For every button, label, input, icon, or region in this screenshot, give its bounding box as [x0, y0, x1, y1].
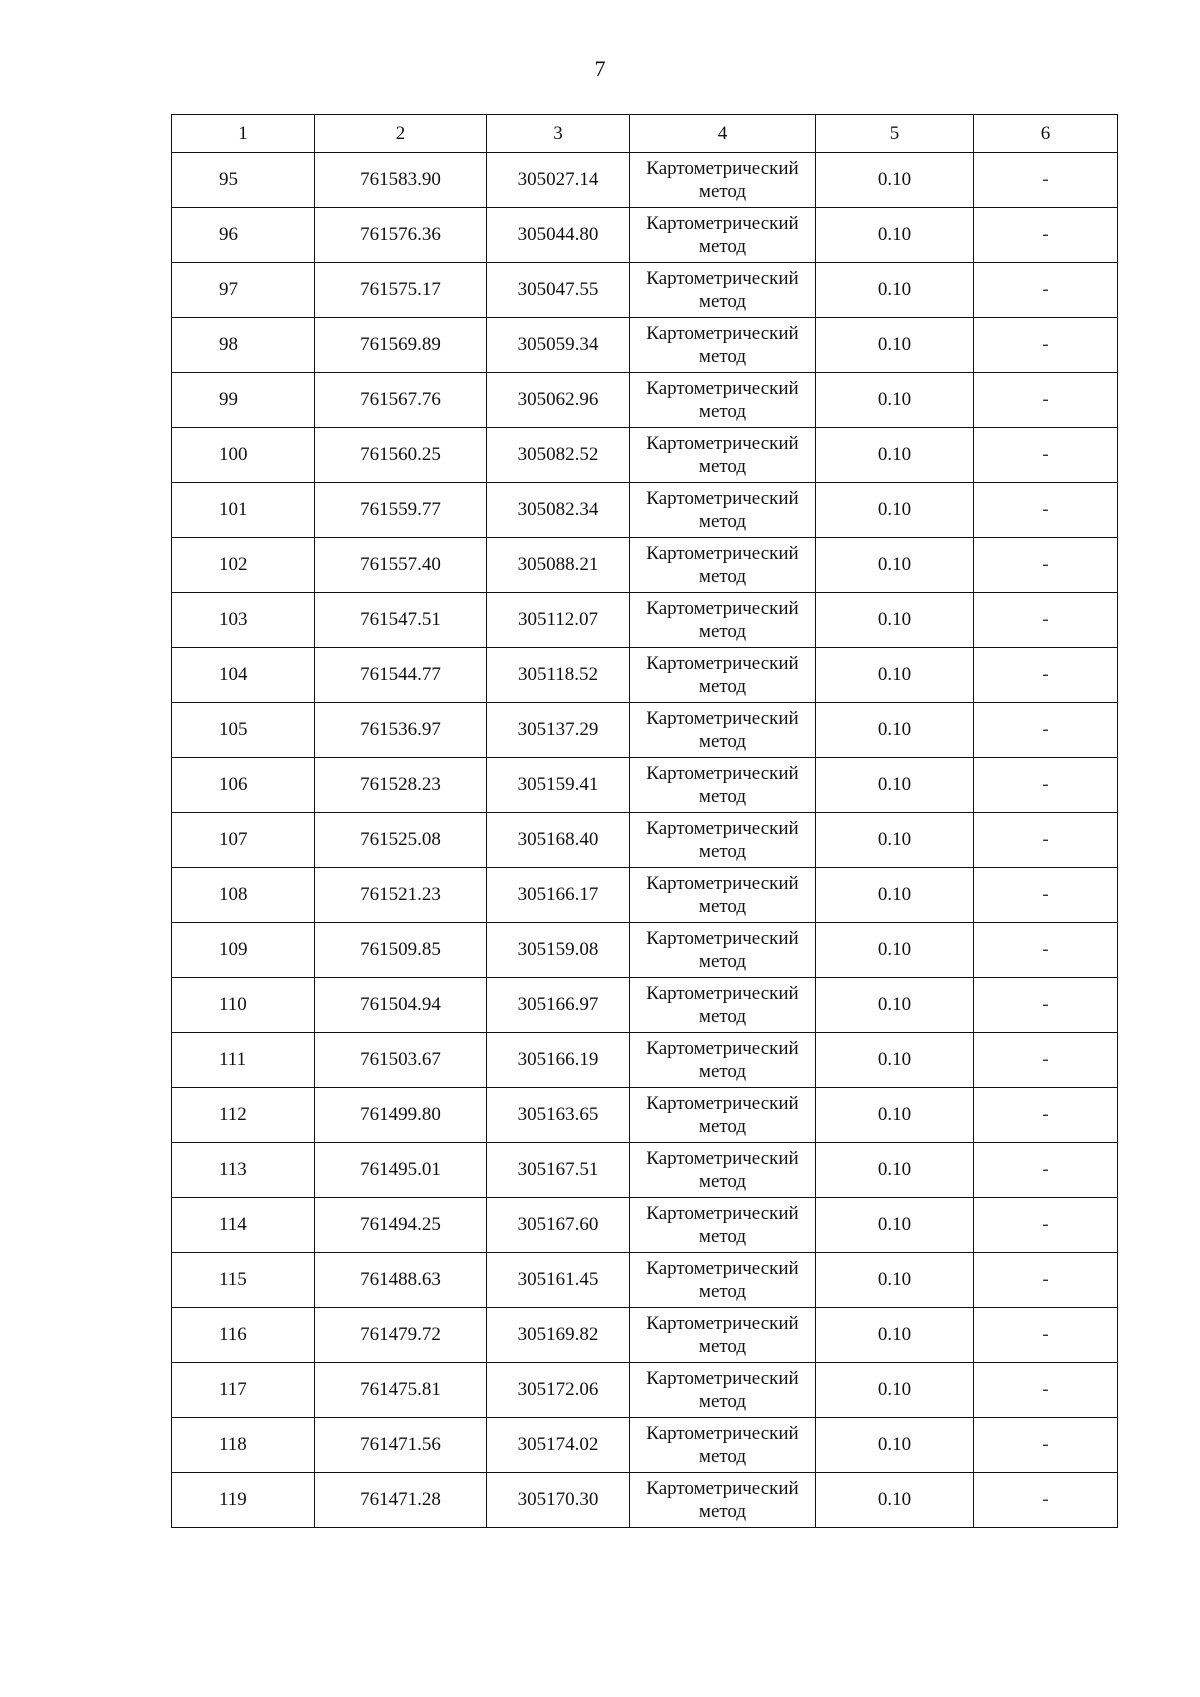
point-number-cell: 106 [172, 758, 315, 813]
y-coordinate-cell: 305137.29 [487, 703, 630, 758]
note-cell: - [974, 648, 1118, 703]
y-coordinate-cell: 305159.41 [487, 758, 630, 813]
method-cell [630, 923, 816, 978]
y-coordinate-cell: 305163.65 [487, 1088, 630, 1143]
method-cell [630, 1143, 816, 1198]
note-cell: - [974, 758, 1118, 813]
table-row [172, 978, 1118, 1033]
table-row [172, 758, 1118, 813]
y-coordinate-cell: 305172.06 [487, 1363, 630, 1418]
table-row [172, 1363, 1118, 1418]
point-number-cell: 110 [172, 978, 315, 1033]
accuracy-cell: 0.10 [816, 813, 974, 868]
accuracy-cell: 0.10 [816, 483, 974, 538]
method-cell [630, 868, 816, 923]
x-coordinate-cell: 761471.28 [315, 1473, 487, 1528]
x-coordinate-cell: 761560.25 [315, 428, 487, 483]
accuracy-cell: 0.10 [816, 1143, 974, 1198]
method-cell [630, 483, 816, 538]
accuracy-cell: 0.10 [816, 648, 974, 703]
x-coordinate-cell: 761471.56 [315, 1418, 487, 1473]
method-cell [630, 1253, 816, 1308]
table-row [172, 923, 1118, 978]
point-number-cell: 101 [172, 483, 315, 538]
method-line-2: метод [698, 1446, 747, 1467]
header-cell-3: 3 [487, 115, 630, 153]
x-coordinate-cell: 761557.40 [315, 538, 487, 593]
coordinates-table [171, 114, 1118, 1528]
note-cell: - [974, 538, 1118, 593]
accuracy-cell: 0.10 [816, 1308, 974, 1363]
method-line-2: метод [698, 1226, 747, 1247]
accuracy-cell: 0.10 [816, 263, 974, 318]
y-coordinate-cell: 305059.34 [487, 318, 630, 373]
table-row [172, 648, 1118, 703]
method-cell [630, 1198, 816, 1253]
accuracy-cell: 0.10 [816, 1253, 974, 1308]
y-coordinate-cell: 305027.14 [487, 153, 630, 208]
accuracy-cell: 0.10 [816, 318, 974, 373]
point-number-cell: 114 [172, 1198, 315, 1253]
x-coordinate-cell: 761547.51 [315, 593, 487, 648]
table-row [172, 318, 1118, 373]
method-line-1: Картометрический [646, 1093, 799, 1114]
method-cell [630, 593, 816, 648]
table-body [172, 153, 1118, 1528]
method-line-1: Картометрический [646, 1038, 799, 1059]
point-number-cell: 113 [172, 1143, 315, 1198]
x-coordinate-cell: 761569.89 [315, 318, 487, 373]
method-line-2: метод [698, 236, 747, 257]
point-number-cell: 119 [172, 1473, 315, 1528]
method-cell [630, 538, 816, 593]
accuracy-cell: 0.10 [816, 428, 974, 483]
method-cell [630, 1033, 816, 1088]
method-line-2: метод [698, 621, 747, 642]
accuracy-cell: 0.10 [816, 1473, 974, 1528]
method-line-2: метод [698, 676, 747, 697]
point-number-cell: 104 [172, 648, 315, 703]
accuracy-cell: 0.10 [816, 868, 974, 923]
point-number-cell: 111 [172, 1033, 315, 1088]
table-row [172, 208, 1118, 263]
x-coordinate-cell: 761559.77 [315, 483, 487, 538]
y-coordinate-cell: 305166.19 [487, 1033, 630, 1088]
accuracy-cell: 0.10 [816, 1198, 974, 1253]
table-row [172, 703, 1118, 758]
method-cell [630, 318, 816, 373]
note-cell: - [974, 593, 1118, 648]
method-line-2: метод [698, 731, 747, 752]
table-row [172, 1473, 1118, 1528]
accuracy-cell: 0.10 [816, 208, 974, 263]
method-cell [630, 758, 816, 813]
note-cell: - [974, 978, 1118, 1033]
y-coordinate-cell: 305082.52 [487, 428, 630, 483]
note-cell: - [974, 263, 1118, 318]
point-number-cell: 105 [172, 703, 315, 758]
method-cell [630, 373, 816, 428]
header-cell-6: 6 [974, 115, 1118, 153]
y-coordinate-cell: 305062.96 [487, 373, 630, 428]
table-row [172, 483, 1118, 538]
point-number-cell: 115 [172, 1253, 315, 1308]
accuracy-cell: 0.10 [816, 1363, 974, 1418]
point-number-cell: 97 [172, 263, 315, 318]
method-line-2: метод [698, 456, 747, 477]
method-line-1: Картометрический [646, 873, 799, 894]
note-cell: - [974, 1418, 1118, 1473]
header-row [172, 115, 1118, 153]
note-cell: - [974, 1143, 1118, 1198]
accuracy-cell: 0.10 [816, 593, 974, 648]
method-line-2: метод [698, 951, 747, 972]
point-number-cell: 117 [172, 1363, 315, 1418]
method-line-1: Картометрический [646, 598, 799, 619]
method-line-1: Картометрический [646, 1203, 799, 1224]
x-coordinate-cell: 761503.67 [315, 1033, 487, 1088]
y-coordinate-cell: 305169.82 [487, 1308, 630, 1363]
x-coordinate-cell: 761494.25 [315, 1198, 487, 1253]
method-cell [630, 978, 816, 1033]
table-row [172, 1253, 1118, 1308]
method-cell [630, 263, 816, 318]
accuracy-cell: 0.10 [816, 538, 974, 593]
method-cell [630, 1308, 816, 1363]
method-line-1: Картометрический [646, 323, 799, 344]
method-cell [630, 1363, 816, 1418]
x-coordinate-cell: 761495.01 [315, 1143, 487, 1198]
x-coordinate-cell: 761499.80 [315, 1088, 487, 1143]
table-row [172, 1308, 1118, 1363]
header-cell-1: 1 [172, 115, 315, 153]
point-number-cell: 99 [172, 373, 315, 428]
method-cell [630, 428, 816, 483]
accuracy-cell: 0.10 [816, 1088, 974, 1143]
x-coordinate-cell: 761567.76 [315, 373, 487, 428]
table-row [172, 868, 1118, 923]
accuracy-cell: 0.10 [816, 1418, 974, 1473]
note-cell: - [974, 483, 1118, 538]
note-cell: - [974, 1473, 1118, 1528]
x-coordinate-cell: 761525.08 [315, 813, 487, 868]
table-row [172, 1198, 1118, 1253]
method-line-1: Картометрический [646, 708, 799, 729]
table-row [172, 373, 1118, 428]
method-line-1: Картометрический [646, 1478, 799, 1499]
accuracy-cell: 0.10 [816, 703, 974, 758]
note-cell: - [974, 1363, 1118, 1418]
header-cell-5: 5 [816, 115, 974, 153]
method-line-2: метод [698, 1336, 747, 1357]
point-number-cell: 112 [172, 1088, 315, 1143]
y-coordinate-cell: 305168.40 [487, 813, 630, 868]
method-line-1: Картометрический [646, 1313, 799, 1334]
method-line-2: метод [698, 1171, 747, 1192]
method-line-1: Картометрический [646, 1148, 799, 1169]
note-cell: - [974, 868, 1118, 923]
note-cell: - [974, 373, 1118, 428]
y-coordinate-cell: 305161.45 [487, 1253, 630, 1308]
method-line-2: метод [698, 401, 747, 422]
note-cell: - [974, 1198, 1118, 1253]
method-line-2: метод [698, 1006, 747, 1027]
note-cell: - [974, 1033, 1118, 1088]
accuracy-cell: 0.10 [816, 978, 974, 1033]
method-line-1: Картометрический [646, 1423, 799, 1444]
accuracy-cell: 0.10 [816, 1033, 974, 1088]
x-coordinate-cell: 761488.63 [315, 1253, 487, 1308]
method-line-2: метод [698, 841, 747, 862]
method-line-1: Картометрический [646, 433, 799, 454]
table-row [172, 428, 1118, 483]
table-row [172, 1033, 1118, 1088]
method-line-1: Картометрический [646, 488, 799, 509]
method-line-1: Картометрический [646, 1368, 799, 1389]
note-cell: - [974, 428, 1118, 483]
point-number-cell: 98 [172, 318, 315, 373]
y-coordinate-cell: 305166.17 [487, 868, 630, 923]
method-line-1: Картометрический [646, 928, 799, 949]
point-number-cell: 116 [172, 1308, 315, 1363]
note-cell: - [974, 318, 1118, 373]
note-cell: - [974, 923, 1118, 978]
y-coordinate-cell: 305082.34 [487, 483, 630, 538]
method-line-2: метод [698, 786, 747, 807]
point-number-cell: 102 [172, 538, 315, 593]
method-line-1: Картометрический [646, 268, 799, 289]
page-number: 7 [594, 56, 606, 81]
x-coordinate-cell: 761509.85 [315, 923, 487, 978]
accuracy-cell: 0.10 [816, 758, 974, 813]
method-cell [630, 703, 816, 758]
x-coordinate-cell: 761504.94 [315, 978, 487, 1033]
x-coordinate-cell: 761521.23 [315, 868, 487, 923]
y-coordinate-cell: 305167.51 [487, 1143, 630, 1198]
method-line-1: Картометрический [646, 653, 799, 674]
y-coordinate-cell: 305166.97 [487, 978, 630, 1033]
note-cell: - [974, 813, 1118, 868]
x-coordinate-cell: 761528.23 [315, 758, 487, 813]
note-cell: - [974, 208, 1118, 263]
method-cell [630, 1473, 816, 1528]
y-coordinate-cell: 305159.08 [487, 923, 630, 978]
method-line-2: метод [698, 291, 747, 312]
method-line-2: метод [698, 511, 747, 532]
note-cell: - [974, 703, 1118, 758]
x-coordinate-cell: 761544.77 [315, 648, 487, 703]
note-cell: - [974, 1308, 1118, 1363]
method-line-1: Картометрический [646, 543, 799, 564]
table-row [172, 1088, 1118, 1143]
point-number-cell: 96 [172, 208, 315, 263]
point-number-cell: 95 [172, 153, 315, 208]
header-cell-4: 4 [630, 115, 816, 153]
x-coordinate-cell: 761575.17 [315, 263, 487, 318]
method-cell [630, 648, 816, 703]
method-line-2: метод [698, 346, 747, 367]
table-row [172, 813, 1118, 868]
method-line-2: метод [698, 566, 747, 587]
method-line-1: Картометрический [646, 158, 799, 179]
y-coordinate-cell: 305170.30 [487, 1473, 630, 1528]
table-row [172, 153, 1118, 208]
accuracy-cell: 0.10 [816, 923, 974, 978]
method-cell [630, 813, 816, 868]
x-coordinate-cell: 761479.72 [315, 1308, 487, 1363]
note-cell: - [974, 1253, 1118, 1308]
table-row [172, 1143, 1118, 1198]
point-number-cell: 109 [172, 923, 315, 978]
table-row [172, 593, 1118, 648]
table-row [172, 1418, 1118, 1473]
y-coordinate-cell: 305167.60 [487, 1198, 630, 1253]
method-line-2: метод [698, 1281, 747, 1302]
table-header [172, 115, 1118, 153]
method-line-1: Картометрический [646, 983, 799, 1004]
method-line-1: Картометрический [646, 1258, 799, 1279]
note-cell: - [974, 153, 1118, 208]
header-cell-2: 2 [315, 115, 487, 153]
method-line-2: метод [698, 896, 747, 917]
method-line-2: метод [698, 1116, 747, 1137]
method-line-2: метод [698, 1391, 747, 1412]
method-line-2: метод [698, 1061, 747, 1082]
y-coordinate-cell: 305174.02 [487, 1418, 630, 1473]
method-line-1: Картометрический [646, 378, 799, 399]
method-line-2: метод [698, 181, 747, 202]
x-coordinate-cell: 761536.97 [315, 703, 487, 758]
method-cell [630, 1418, 816, 1473]
method-line-2: метод [698, 1501, 747, 1522]
method-line-1: Картометрический [646, 213, 799, 234]
method-line-1: Картометрический [646, 763, 799, 784]
x-coordinate-cell: 761475.81 [315, 1363, 487, 1418]
accuracy-cell: 0.10 [816, 373, 974, 428]
method-cell [630, 153, 816, 208]
x-coordinate-cell: 761576.36 [315, 208, 487, 263]
y-coordinate-cell: 305044.80 [487, 208, 630, 263]
point-number-cell: 108 [172, 868, 315, 923]
point-number-cell: 103 [172, 593, 315, 648]
point-number-cell: 100 [172, 428, 315, 483]
method-cell [630, 1088, 816, 1143]
y-coordinate-cell: 305112.07 [487, 593, 630, 648]
y-coordinate-cell: 305118.52 [487, 648, 630, 703]
point-number-cell: 107 [172, 813, 315, 868]
y-coordinate-cell: 305047.55 [487, 263, 630, 318]
table-row [172, 263, 1118, 318]
table-row [172, 538, 1118, 593]
note-cell: - [974, 1088, 1118, 1143]
point-number-cell: 118 [172, 1418, 315, 1473]
x-coordinate-cell: 761583.90 [315, 153, 487, 208]
method-line-1: Картометрический [646, 818, 799, 839]
y-coordinate-cell: 305088.21 [487, 538, 630, 593]
accuracy-cell: 0.10 [816, 153, 974, 208]
method-cell [630, 208, 816, 263]
